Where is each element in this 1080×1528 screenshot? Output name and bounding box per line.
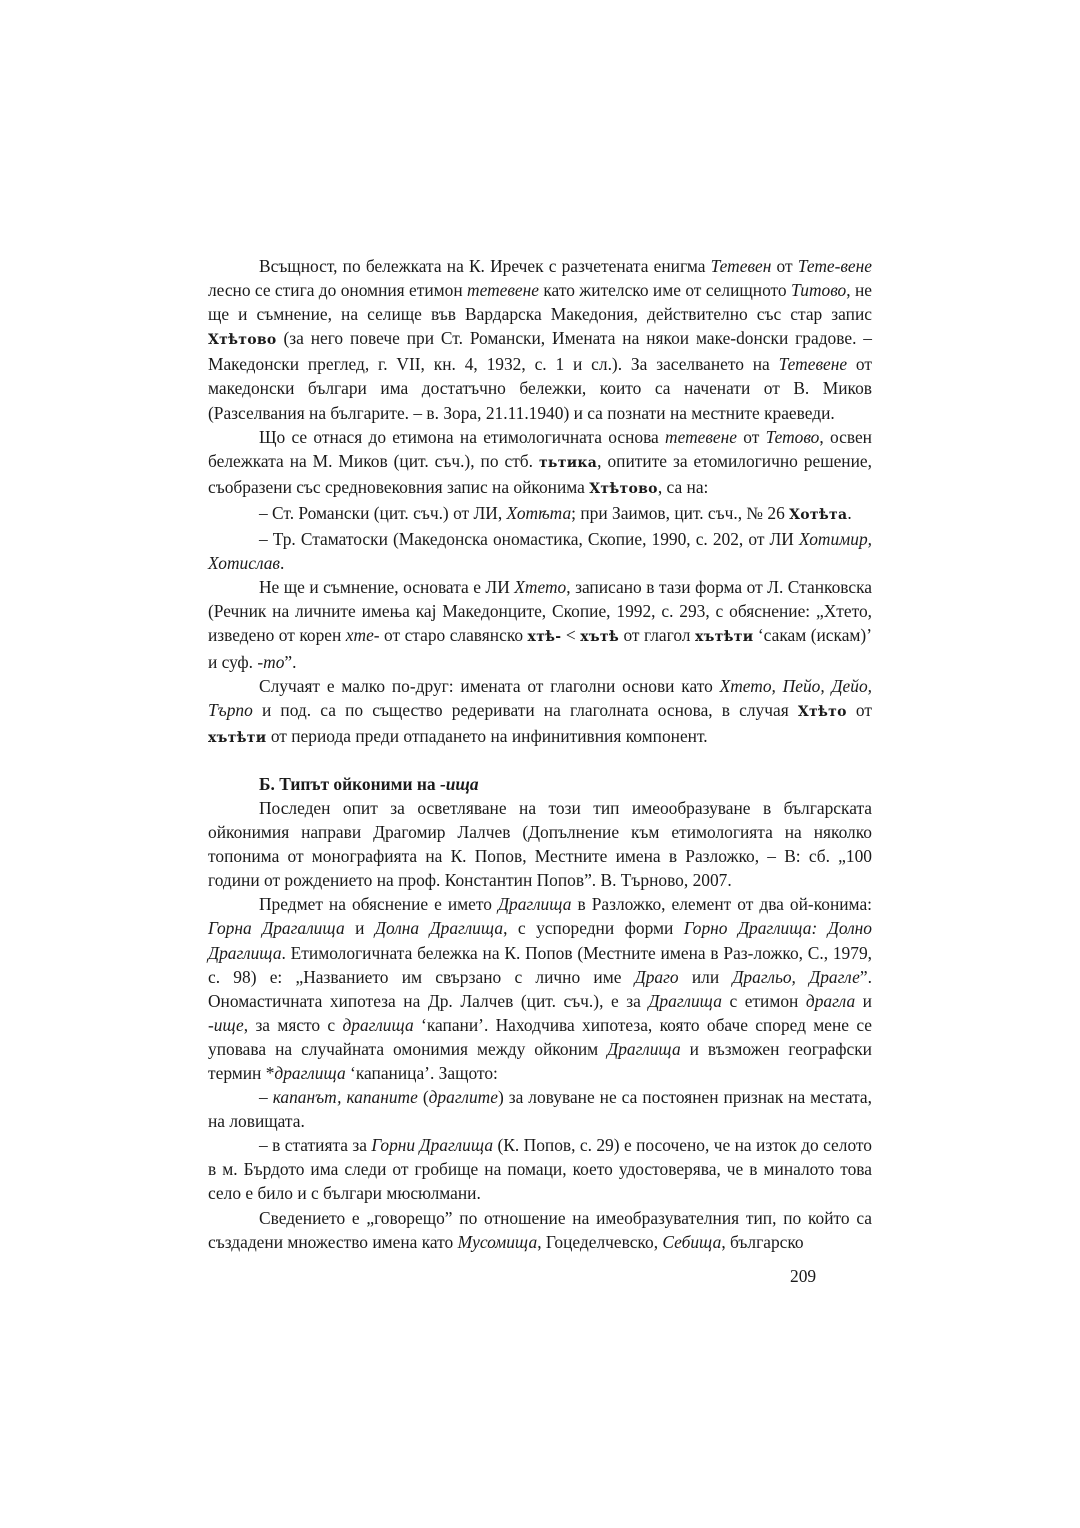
italic-term: -ища	[439, 773, 479, 794]
church-slavonic-form: Хотѣта	[789, 506, 848, 523]
text-run: , опитите за етомилогично решение, съобразени със средновековния запис на ойконима	[208, 450, 872, 497]
text-run: Сведението е „говорещо” по отношение на имеобразувателния тип, по който са създадени множество имена като	[208, 1207, 872, 1252]
paragraph-6	[208, 674, 872, 750]
text-run: ; при Заимов, цит. съч., № 26	[571, 502, 790, 523]
paragraph-11	[208, 1206, 872, 1254]
italic-term: Драгльо, Драгле	[732, 966, 860, 987]
text-run: и	[855, 990, 872, 1011]
text-run: Не ще и съмнение, основата е ЛИ	[259, 577, 515, 598]
italic-term: Титово	[791, 280, 847, 301]
text-run: –	[259, 1087, 273, 1108]
text-run: ”.	[284, 651, 297, 672]
church-slavonic-form: Хтѣтово	[208, 332, 277, 349]
italic-term: Горна Драгалища	[208, 918, 345, 939]
italic-term: Хотимир, Хотислав	[208, 529, 872, 574]
page-number: 209	[790, 1266, 817, 1286]
text-run: , са на:	[657, 476, 709, 497]
text-run: , с успоредни форми	[503, 918, 684, 939]
section-spacer	[208, 750, 872, 772]
text-run: или	[678, 966, 733, 987]
italic-term: Тете-вене	[797, 256, 872, 276]
section-heading	[208, 772, 872, 796]
italic-term: Мусомища	[457, 1231, 538, 1252]
text-run: ‘капаница’. Защото:	[345, 1063, 498, 1083]
text-run: , българско	[721, 1231, 804, 1252]
church-slavonic-form: Хтѣто	[797, 703, 847, 720]
text-run: в Разложко, елемент от два ой-конима:	[571, 894, 872, 915]
text-run: Предмет на обяснение е името	[259, 894, 498, 915]
text-run: от глагол	[619, 625, 695, 646]
italic-term: Себища	[662, 1231, 722, 1252]
text-run: от старо славянско	[379, 625, 528, 646]
italic-term: -ище	[208, 1014, 244, 1035]
text-run: от	[771, 256, 798, 276]
text-run: Случаят е малко по-друг: имената от глаголни основи като	[259, 675, 720, 696]
text-run: . Етимологичната бележка на К. Попов (Местните имена в Раз-ложко, С., 1979, с. 98) е: „Названието им свързано с лично име	[208, 942, 872, 987]
text-run: , не ще и съмнение, на селище във Вардарска Македония, действително със стар запис	[208, 280, 872, 325]
italic-term: Горни Драглища	[371, 1135, 494, 1156]
italic-term: драгла	[805, 990, 856, 1011]
text-run: от	[846, 699, 873, 720]
text-run: .	[279, 553, 285, 574]
italic-term: капанът, капаните	[272, 1087, 418, 1108]
italic-term: Хтето, Пейо, Дейо, Търпо	[208, 675, 872, 720]
text-run: от периода преди отпадането на инфинитивния компонент.	[266, 725, 708, 746]
italic-term: Тетевене	[778, 354, 848, 375]
text-run: – Ст. Романски (цит. съч.) от ЛИ,	[259, 502, 507, 523]
body-text	[208, 254, 872, 1254]
church-slavonic-form: хътѣ	[580, 629, 619, 646]
text-run: , освен бележката на М. Миков (цит. съч.), по стб.	[208, 426, 872, 471]
text-run: – Тр. Стаматоски (Македонска ономастика, Скопие, 1990, с. 202, от ЛИ	[259, 529, 799, 550]
text-run: (	[417, 1087, 429, 1108]
italic-term: Тетово	[765, 426, 820, 447]
text-run: ‘сакам (искам)’ и суф.	[208, 625, 873, 672]
italic-term: Хтето	[514, 577, 567, 598]
italic-term: Горно Драглища: Долно Драглища	[208, 918, 872, 963]
italic-term: Драглища	[607, 1038, 681, 1059]
text-run: и възможен географски термин *	[208, 1038, 872, 1083]
paragraph-7	[208, 796, 872, 892]
text-run: Що се отнася до етимона на етимологичната основа	[259, 426, 666, 447]
italic-term: Долна Драглища	[374, 918, 504, 939]
italic-term: драглища	[342, 1014, 414, 1035]
text-run: – в статията за	[259, 1135, 372, 1156]
paragraph-3	[208, 501, 872, 527]
italic-term: тетевене	[467, 280, 539, 301]
text-run: ‘капани’. Находчива хипотеза, която обаче според мене се уповава на случайната омонимия между ойконим	[208, 1014, 872, 1059]
text-run: Всъщност, по бележката на К. Иречек с разчетената енигма	[259, 256, 711, 276]
text-run: ) за ловуване не са постоянен признак на местата, на ловищата.	[208, 1087, 872, 1132]
church-slavonic-form: хтѣ-	[527, 629, 562, 646]
italic-term: Драго	[634, 966, 679, 987]
text-run: , Гоцеделчевско,	[537, 1231, 663, 1252]
church-slavonic-form: хътѣти	[208, 729, 267, 746]
church-slavonic-form: Хтѣтово	[589, 480, 658, 497]
church-slavonic-form: хътѣти	[694, 629, 754, 646]
italic-term: драглища	[274, 1063, 346, 1083]
text-run: от македонски българи има достатъчно бележки, които са наченати от В. Миков (Разселвания на българите. – в. Зора, 21.11.1940) и са познати на местните краеведи.	[208, 354, 872, 423]
italic-term: Драглища	[648, 990, 722, 1011]
text-run: и под. са по същество редеривати на глаголната основа, в случая	[252, 699, 798, 720]
italic-term: -то	[257, 651, 285, 672]
italic-term: Тетевен	[710, 256, 772, 276]
text-run: <	[561, 625, 581, 646]
paragraph-2	[208, 425, 872, 501]
paragraph-9	[208, 1085, 872, 1133]
italic-term: хте-	[345, 625, 380, 646]
paragraph-1	[208, 254, 872, 425]
paragraph-10	[208, 1133, 872, 1205]
text-run: ”. Ономастичната хипотеза на Др. Лалчев (цит. съч.), е за	[208, 966, 872, 1011]
text-run: (К. Попов, с. 29) е посочено, че на изток до селото в м. Бърдото има следи от гробище на помаци, което удостоверява, че в миналото това село е било и с българи мюсюлмани.	[208, 1135, 872, 1204]
paragraph-5	[208, 575, 872, 673]
text-run: (за него повече при Ст. Романски, Имената на някои маке-dонски градове. – Македонски преглед, г. VII, кн. 4, 1932, с. 1 и сл.). За заселването на	[208, 328, 872, 375]
text-run: и	[344, 918, 375, 939]
text-run: от	[736, 426, 766, 447]
text-run: .	[847, 502, 852, 523]
text-run: , за място с	[243, 1014, 343, 1035]
church-slavonic-form: тьтика	[538, 454, 598, 471]
italic-term: тетевене	[665, 426, 737, 447]
text-run: с етимон	[721, 990, 806, 1011]
italic-term: драглите	[428, 1087, 498, 1108]
text-run: Б. Типът ойконими на	[259, 773, 440, 794]
text-run: Последен опит за осветляване на този тип имеообразуване в българската ойконимия направи Драгомир Лалчев (Допълнение към етимологията на няколко топонима от монографията на К. Попов, Местните имена в Разложко, – В: сб. „100 години от рождението на проф. Константин Попов”. В. Търново, 2007.	[208, 797, 872, 891]
paragraph-4	[208, 527, 872, 575]
paragraph-8	[208, 892, 872, 1085]
text-run: , записано в тази форма от Л. Станковска (Речник на личните имења кај Македонците, Скопие, 1992, с. 293, с обяснение: „Хтето, изведено от корен	[208, 577, 872, 646]
italic-term: Хотѣта	[506, 502, 572, 523]
text-run: като жителско име от селищното	[539, 280, 791, 301]
text-run: лесно се стига до ономния етимон	[208, 280, 468, 301]
italic-term: Драглища	[497, 894, 572, 915]
